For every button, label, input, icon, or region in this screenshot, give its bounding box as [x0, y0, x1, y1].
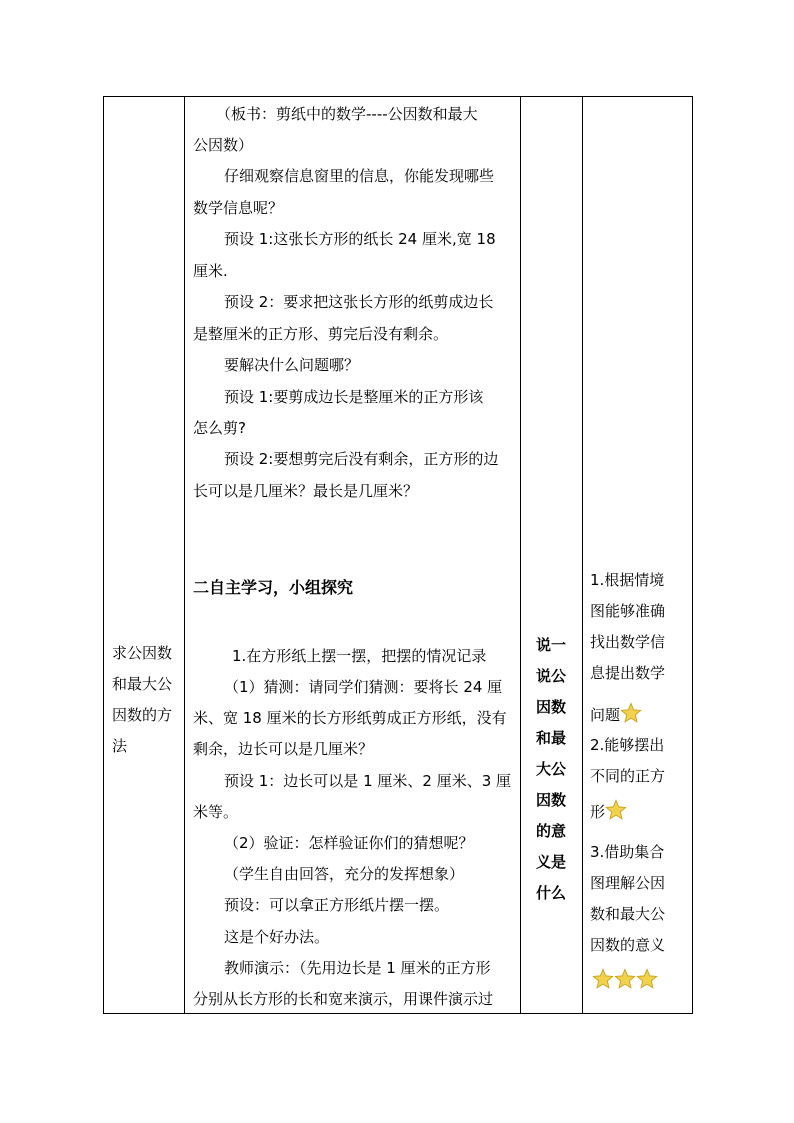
evaluation-column [583, 97, 693, 1014]
process-line: 预设 1:要剪成边长是整厘米的正方形该 [224, 388, 484, 406]
evaluation-line: 找出数学信 [590, 633, 666, 651]
evaluation-line [590, 797, 627, 828]
table-row [104, 97, 693, 1014]
question-line: 大公 [536, 760, 567, 778]
lesson-plan-table [103, 96, 693, 1014]
star-icon [636, 968, 658, 990]
star-icon [620, 702, 642, 724]
process-line: 数学信息呢？ [193, 199, 284, 217]
evaluation-line: 因数的意义 [590, 936, 666, 954]
process-line: 怎么剪? [193, 419, 246, 437]
question-line: 因数 [536, 791, 567, 809]
process-line: 要解决什么问题哪？ [224, 356, 360, 374]
evaluation-line: 息提出数学 [590, 664, 666, 682]
evaluation-line: 3.借助集合 [590, 843, 665, 861]
objective-line: 因数的方 [112, 706, 173, 724]
evaluation-line: 图能够准确 [590, 602, 666, 620]
process-line: 是整厘米的正方形、剪完后没有剩余。 [193, 325, 449, 343]
process-line: 米、宽 18 厘米的长方形纸剪成正方形纸，没有 [193, 709, 507, 727]
star-rating [592, 968, 658, 990]
evaluation-line: 不同的正方 [590, 767, 666, 785]
evaluation-line: 2.能够摆出 [590, 736, 665, 754]
star-icon [614, 968, 636, 990]
evaluation-line: 数和最大公 [590, 905, 666, 923]
process-line: 米等。 [193, 803, 239, 821]
process-line: （2）验证：怎样验证你们的猜想呢？ [224, 834, 474, 852]
process-line: 这是个好办法。 [224, 928, 330, 946]
process-line: 1.在方形纸上摆一摆，把摆的情况记录 [232, 647, 487, 665]
key-question-column [521, 97, 583, 1014]
process-line: （学生自由回答，充分的发挥想象） [224, 865, 465, 883]
process-line: 预设 2：要求把这张长方形的纸剪成边长 [224, 293, 494, 311]
objective-column [104, 97, 185, 1014]
process-line: 预设：可以拿正方形纸片摆一摆。 [224, 896, 450, 914]
question-line: 和最 [536, 729, 567, 747]
process-line: 分别从长方形的长和宽来演示，用课件演示过 [193, 990, 494, 1008]
process-line: 预设 1:这张长方形的纸长 24 厘米,宽 18 [224, 230, 496, 248]
process-line: 仔细观察信息窗里的信息，你能发现哪些 [224, 167, 495, 185]
evaluation-line: 1.根据情境 [590, 571, 665, 589]
question-line: 因数 [536, 698, 567, 716]
star-icon [592, 968, 614, 990]
objective-line: 求公因数 [112, 644, 173, 662]
process-line: 预设 1：边长可以是 1 厘米、2 厘米、3 厘 [224, 772, 512, 790]
evaluation-line: 图理解公因 [590, 874, 666, 892]
star-icon [605, 799, 627, 821]
question-line: 义是 [536, 853, 567, 871]
process-line: 剩余，边长可以是几厘米？ [193, 740, 374, 758]
teaching-process-column [185, 97, 521, 1014]
process-line: （板书：剪纸中的数学----公因数和最大 [216, 105, 478, 123]
question-line: 说一 [536, 636, 567, 654]
process-line: 厘米. [193, 262, 228, 280]
process-line: 长可以是几厘米？最长是几厘米？ [193, 482, 419, 500]
evaluation-text: 形 [590, 803, 606, 821]
question-line: 说公 [536, 667, 567, 685]
evaluation-line [590, 700, 642, 731]
objective-line: 和最大公 [112, 675, 173, 693]
process-line: 教师演示：（先用边长是 1 厘米的正方形 [224, 959, 491, 977]
question-line: 什么 [536, 884, 567, 902]
section-heading: 二自主学习，小组探究 [193, 578, 354, 597]
process-line: 预设 2:要想剪完后没有剩余，正方形的边 [224, 450, 499, 468]
question-line: 的意 [536, 822, 567, 840]
objective-line: 法 [112, 737, 128, 755]
process-line: 公因数） [193, 136, 254, 154]
evaluation-text: 问题 [590, 706, 621, 724]
process-line: （1）猜测：请同学们猜测：要将长 24 厘 [224, 678, 503, 696]
